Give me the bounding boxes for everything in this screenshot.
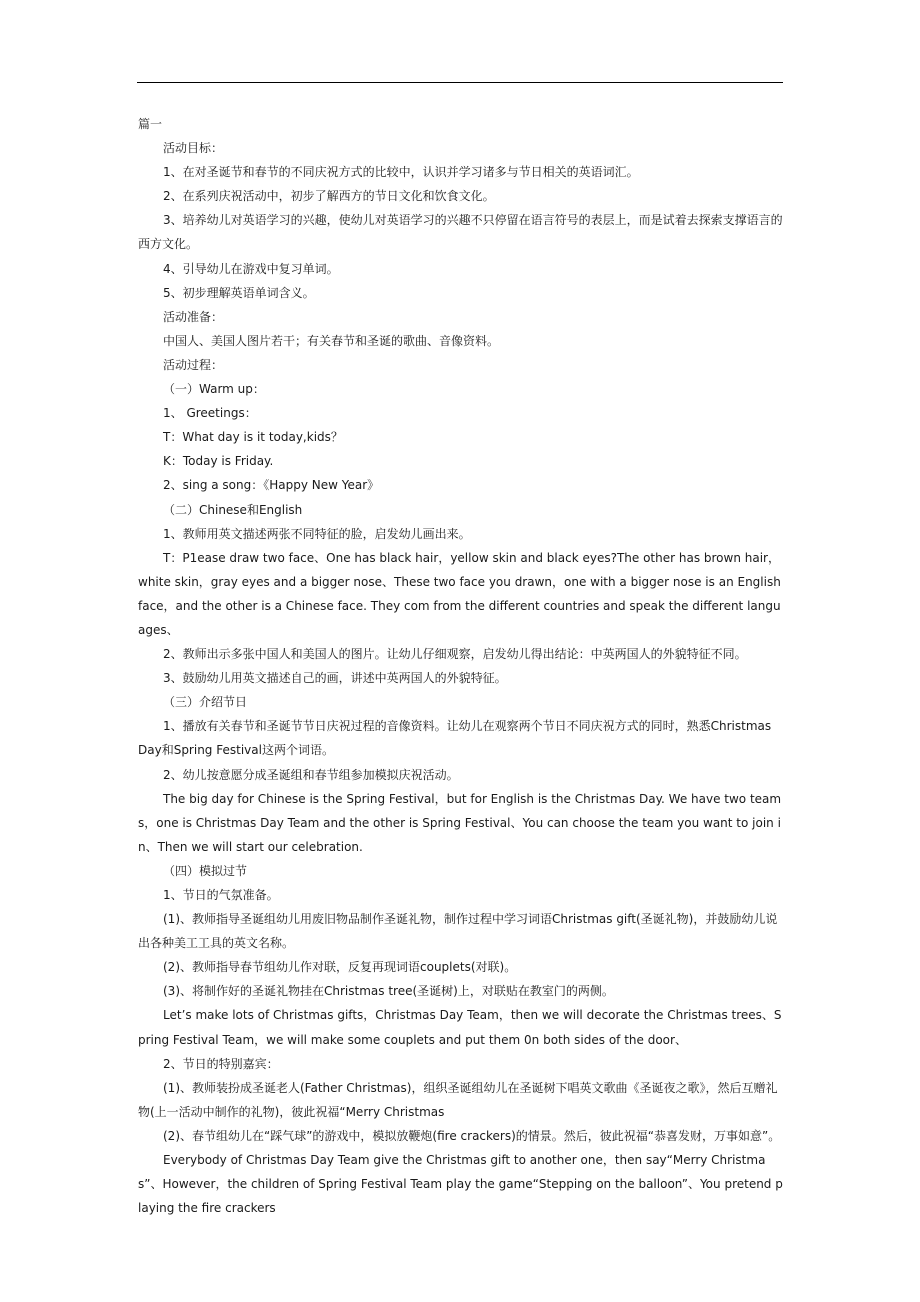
paragraph: K：Today is Friday. [163, 454, 274, 469]
section-title: 篇一 [138, 117, 163, 131]
paragraph: (1)、教师装扮成圣诞老人(Father Christmas)，组织圣诞组幼儿在圣诞树下唱英文歌曲《圣诞夜之歌》，然后互赠礼物(上一活动中制作的礼物)，彼此祝福“Merry Christmas [138, 1080, 778, 1119]
paragraph: T：P1ease draw two face、One has black hair，yellow skin and black eyes?The other has brown hair，white skin，gray eyes and a bigger nose、These two face you drawn，one with a bigger nose is an English face，and the other is a Chinese face. They com from the different countries and speak the different languages、 [138, 550, 781, 637]
objective-item: 1、在对圣诞节和春节的不同庆祝方式的比较中，认识并学习诸多与节日相关的英语词汇。 [163, 165, 639, 180]
paragraph: (2)、教师指导春节组幼儿作对联，反复再现词语couplets(对联)。 [163, 960, 517, 975]
heading-process: 活动过程： [163, 357, 224, 372]
paragraph: 1、播放有关春节和圣诞节节日庆祝过程的音像资料。让幼儿在观察两个节日不同庆祝方式的同时，熟悉Christmas Day和Spring Festival这两个词语。 [138, 719, 772, 758]
preparation-text: 中国人、美国人图片若干；有关春节和圣诞的歌曲、音像资料。 [163, 333, 500, 348]
paragraph: 1、节日的气氛准备。 [163, 888, 279, 902]
paragraph: 2、教师出示多张中国人和美国人的图片。让幼儿仔细观察，启发幼儿得出结论：中英两国人的外貌特征不同。 [163, 647, 747, 662]
paragraph: The big day for Chinese is the Spring Festival，but for English is the Christmas Day. We have two teams，one is Christmas Day Team and the other is Spring Festival、You can choose the team you want to join in、Then we will start our celebration. [138, 791, 782, 854]
step-heading: （三）介绍节日 [163, 695, 248, 710]
paragraph: (2)、春节组幼儿在“踩气球”的游戏中，模拟放鞭炮(fire crackers)的情景。然后，彼此祝福“恭喜发财，万事如意”。 [163, 1128, 781, 1143]
paragraph: (1)、教师指导圣诞组幼儿用废旧物品制作圣诞礼物，制作过程中学习词语Christmas gift(圣诞礼物)，并鼓励幼儿说出各种美工工具的英文名称。 [138, 912, 778, 951]
step-heading: （二）Chinese和English [163, 502, 303, 517]
paragraph: 2、幼儿按意愿分成圣诞组和春节组参加模拟庆祝活动。 [163, 767, 459, 782]
paragraph: 2、节日的特别嘉宾： [163, 1056, 279, 1071]
paragraph: 2、sing a song：《Happy New Year》 [163, 478, 380, 493]
objective-item: 3、培养幼儿对英语学习的兴趣，使幼儿对英语学习的兴趣不只停留在语言符号的表层上，而是试着去探索支撑语言的西方文化。 [138, 213, 783, 252]
paragraph: 1、 Greetings： [163, 406, 257, 421]
paragraph: (3)、将制作好的圣诞礼物挂在Christmas tree(圣诞树)上，对联贴在教室门的两侧。 [163, 984, 614, 999]
paragraph: T：What day is it today,kids？ [163, 430, 343, 445]
heading-objectives: 活动目标： [163, 141, 224, 156]
paragraph: Let’s make lots of Christmas gifts，Christmas Day Team，then we will decorate the Christmas trees、Spring Festival Team，we will make some couplets and put them 0n both sides of the door、 [138, 1008, 782, 1047]
paragraph: 1、教师用英文描述两张不同特征的脸，启发幼儿画出来。 [163, 526, 471, 541]
objective-item: 4、引导幼儿在游戏中复习单词。 [163, 261, 339, 276]
header-rule [137, 82, 783, 83]
step-heading: （四）模拟过节 [163, 863, 248, 878]
paragraph: Everybody of Christmas Day Team give the Christmas gift to another one，then say“Merry Christmas”、However，the children of Spring Festival Team play the game“Stepping on the balloon”、You pretend playing the fire crackers [138, 1153, 783, 1216]
objective-item: 5、初步理解英语单词含义。 [163, 285, 315, 300]
heading-preparation: 活动准备： [163, 309, 224, 324]
objective-item: 2、在系列庆祝活动中，初步了解西方的节日文化和饮食文化。 [163, 189, 495, 204]
step-heading: （一）Warm up： [163, 382, 265, 397]
document-body [138, 112, 784, 1220]
paragraph: 3、鼓励幼儿用英文描述自己的画，讲述中英两国人的外貌特征。 [163, 671, 507, 686]
